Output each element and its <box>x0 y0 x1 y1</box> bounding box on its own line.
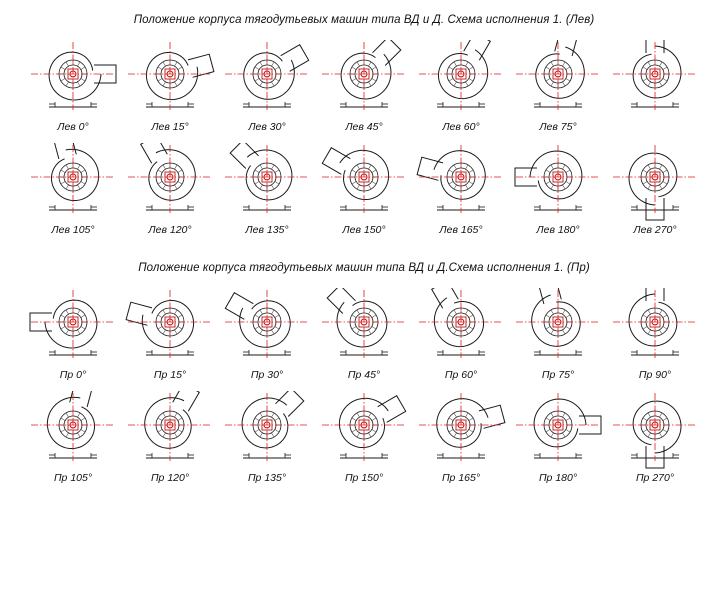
figure-cell[interactable] <box>219 143 316 236</box>
fan-casing-figure-pr-60 <box>415 288 507 366</box>
figure-label: Лев 120° <box>148 224 192 236</box>
section-left-hand <box>0 14 728 236</box>
fan-casing-figure-pr-90 <box>609 288 701 366</box>
figure-label: Лев 105° <box>51 224 95 236</box>
figure-label: Лев 0° <box>57 121 89 133</box>
fan-casing-figure-pr-75 <box>512 288 604 366</box>
figure-cell[interactable] <box>122 40 219 133</box>
figure-cell[interactable] <box>25 288 122 381</box>
figure-label: Пр 75° <box>541 369 575 381</box>
fan-casing-figure-pr-15 <box>124 288 216 366</box>
section-right-hand <box>0 262 728 484</box>
section-spacer <box>0 236 728 262</box>
figure-cell[interactable] <box>25 40 122 133</box>
fan-casing-figure-pr-105 <box>27 391 119 469</box>
figure-cell[interactable] <box>219 288 316 381</box>
top-spacer <box>0 0 728 14</box>
fan-casing-figure-lev-270 <box>609 143 701 221</box>
figure-label: Пр 15° <box>153 369 187 381</box>
figure-label: Лев 165° <box>439 224 483 236</box>
fan-casing-figure-pr-150 <box>318 391 410 469</box>
fan-casing-figure-lev-165 <box>415 143 507 221</box>
figure-label: Лев 270° <box>633 224 677 236</box>
figure-cell[interactable] <box>122 391 219 484</box>
fan-casing-figure-pr-30 <box>221 288 313 366</box>
figure-cell[interactable] <box>25 391 122 484</box>
figure-cell[interactable] <box>510 391 607 484</box>
figure-label: Лев 15° <box>151 121 189 133</box>
figure-label: Пр 165° <box>441 472 481 484</box>
fan-casing-figure-lev-0 <box>27 40 119 118</box>
figure-label: Пр 270° <box>635 472 675 484</box>
figure-row-left-2 <box>0 143 728 236</box>
figure-row-right-1 <box>0 288 728 381</box>
fan-casing-figure-pr-165 <box>415 391 507 469</box>
fan-casing-figure-lev-105 <box>27 143 119 221</box>
figure-cell[interactable] <box>510 40 607 133</box>
row-spacer-left <box>0 133 728 143</box>
figure-label: Пр 180° <box>538 472 578 484</box>
figure-cell[interactable] <box>316 391 413 484</box>
figure-label: Лев 150° <box>342 224 386 236</box>
title-spacer-left <box>0 26 728 40</box>
fan-casing-figure-pr-180 <box>512 391 604 469</box>
figure-label: Лев 60° <box>442 121 480 133</box>
fan-casing-figure-lev-120 <box>124 143 216 221</box>
figure-cell[interactable] <box>316 143 413 236</box>
figure-label: Лев 75° <box>539 121 577 133</box>
fan-casing-figure-lev-60 <box>415 40 507 118</box>
fan-casing-figure-lev-15 <box>124 40 216 118</box>
fan-casing-figure-lev-180 <box>512 143 604 221</box>
figure-cell[interactable] <box>219 40 316 133</box>
section-title-right-hand: Положение корпуса тягодутьевых машин типа ВД и Д.Схема исполнения 1. (Пр) <box>138 262 590 274</box>
fan-casing-figure-pr-120 <box>124 391 216 469</box>
figure-label: Пр 105° <box>53 472 93 484</box>
figure-label: Пр 30° <box>250 369 284 381</box>
fan-casing-figure-lev-30 <box>221 40 313 118</box>
figure-row-right-2 <box>0 391 728 484</box>
figure-cell[interactable] <box>316 40 413 133</box>
figure-cell[interactable] <box>510 288 607 381</box>
fan-casing-figure-pr-0 <box>27 288 119 366</box>
title-spacer-right <box>0 274 728 288</box>
figure-label: Пр 90° <box>638 369 672 381</box>
fan-casing-figure-lev-150 <box>318 143 410 221</box>
figure-label: Лев 135° <box>245 224 289 236</box>
fan-casing-figure-lev-135 <box>221 143 313 221</box>
figure-label: Пр 0° <box>59 369 87 381</box>
figure-label: Пр 120° <box>150 472 190 484</box>
figure-label: Лев 45° <box>345 121 383 133</box>
figure-cell[interactable] <box>607 40 704 121</box>
figure-label: Пр 45° <box>347 369 381 381</box>
figure-cell[interactable] <box>510 143 607 236</box>
figure-cell[interactable] <box>413 143 510 236</box>
fan-casing-figure-pr-135 <box>221 391 313 469</box>
figure-cell[interactable] <box>25 143 122 236</box>
figure-cell[interactable] <box>316 288 413 381</box>
fan-casing-figure-pr-45 <box>318 288 410 366</box>
figure-label: Пр 60° <box>444 369 478 381</box>
figure-cell[interactable] <box>607 143 704 236</box>
figure-cell[interactable] <box>607 288 704 381</box>
figure-cell[interactable] <box>122 143 219 236</box>
figure-row-left-1 <box>0 40 728 133</box>
figure-label: Лев 30° <box>248 121 286 133</box>
figure-cell[interactable] <box>607 391 704 484</box>
row-spacer-right <box>0 381 728 391</box>
figure-label: Пр 150° <box>344 472 384 484</box>
fan-casing-figure-lev-90 <box>609 40 701 118</box>
figure-label: Лев 180° <box>536 224 580 236</box>
fan-casing-figure-lev-45 <box>318 40 410 118</box>
figure-cell[interactable] <box>413 288 510 381</box>
figure-label: Пр 135° <box>247 472 287 484</box>
fan-casing-figure-pr-270 <box>609 391 701 469</box>
section-title-left-hand: Положение корпуса тягодутьевых машин типа ВД и Д. Схема исполнения 1. (Лев) <box>133 14 595 26</box>
figure-cell[interactable] <box>413 40 510 133</box>
figure-cell[interactable] <box>413 391 510 484</box>
figure-cell[interactable] <box>219 391 316 484</box>
figure-cell[interactable] <box>122 288 219 381</box>
fan-casing-figure-lev-75 <box>512 40 604 118</box>
